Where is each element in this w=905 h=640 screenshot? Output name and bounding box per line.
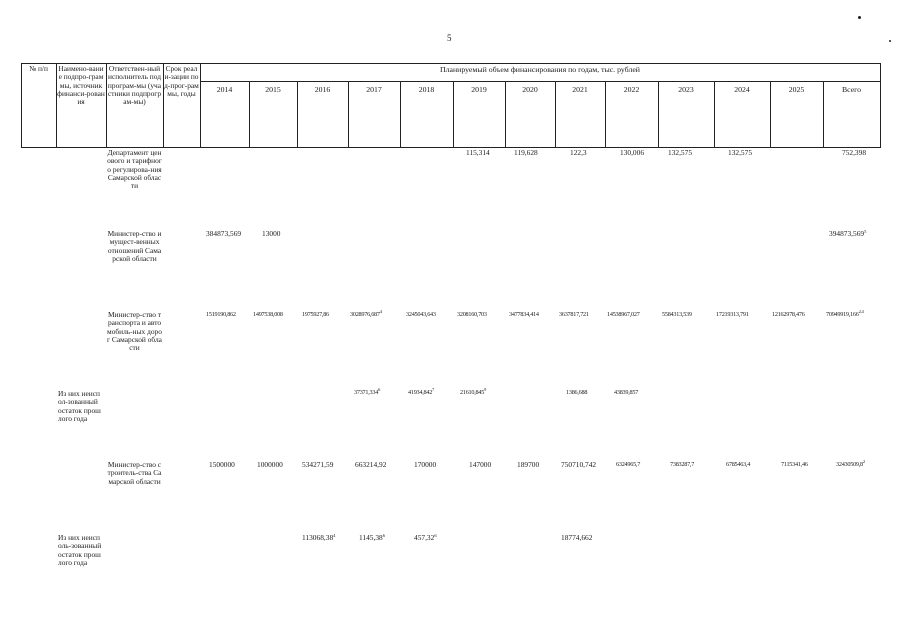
year-header-2014: 2014 — [216, 85, 233, 94]
grid-line — [200, 63, 201, 147]
year-header-2018: 2018 — [418, 85, 435, 94]
grid-line — [21, 63, 22, 147]
row3-2023: 5584313,539 — [662, 311, 692, 318]
row5-executor: Министер-ство строитель-ства Самарской области — [107, 460, 162, 486]
year-header-2020: 2020 — [522, 85, 538, 94]
row4-2017: 37371,334$^6$ — [354, 387, 381, 396]
row5-total: 32430509,8$^2$ — [836, 459, 865, 468]
header-col-period: Срок реали-зации под-прог-раммы, годы — [164, 64, 199, 98]
row5-2018: 170000 — [414, 460, 437, 469]
row3-2020: 3477834,414 — [509, 311, 539, 318]
row3-2016: 1975927,86 — [302, 311, 329, 318]
year-header-2024: 2024 — [734, 85, 750, 94]
grid-line — [880, 63, 881, 147]
page-number: 5 — [447, 33, 452, 43]
row1-2020: 119,628 — [514, 148, 538, 157]
row3-2014: 1519190,862 — [206, 311, 236, 318]
row5-2022: 6324965,7 — [616, 461, 641, 468]
row6-2016: 113068,38$^4$ — [302, 533, 336, 542]
row3-2015: 1497538,008 — [253, 311, 283, 318]
scan-speck — [889, 40, 891, 42]
row4-2021: 1386,688 — [566, 389, 588, 396]
row2-2014: 384873,569 — [206, 229, 242, 238]
year-header-2015: 2015 — [265, 85, 281, 94]
row5-2021: 750710,742 — [561, 460, 597, 469]
row5-2017: 663214,92 — [355, 460, 387, 469]
row1-executor: Департамент ценового и тарифного регулирова-ния Самарской области — [107, 148, 162, 191]
row2-total: 394873,569$^5$ — [829, 229, 867, 238]
year-header-2019: 2019 — [471, 85, 487, 94]
row5-2014: 1500000 — [209, 460, 235, 469]
row6-2021: 18774,662 — [561, 533, 593, 542]
scan-speck — [858, 16, 861, 19]
row3-total: 70949919,166$^{2,4}$ — [826, 309, 864, 318]
row3-2018: 3245043,643 — [406, 311, 436, 318]
row4-2019: 21610,845$^9$ — [460, 387, 487, 396]
row3-2017: 3028976,687$^4$ — [350, 309, 382, 318]
header-col-executor: Ответствен-ный исполнитель подпрограм-мы (участники подпрограм-мы) — [107, 64, 162, 107]
row3-2019: 3208160,703 — [457, 311, 487, 318]
row3-2021: 3637817,721 — [559, 311, 589, 318]
row1-2023: 132,575 — [668, 148, 693, 157]
year-header-2016: 2016 — [314, 85, 331, 94]
header-col-num: № п/п — [29, 64, 48, 73]
row4-name: Из них неиспол-зованный остаток прошлого года — [58, 389, 101, 423]
row6-2018: 457,32$^6$ — [414, 533, 437, 542]
row5-2016: 534271,59 — [302, 460, 334, 469]
row6-2017: 1145,38$^6$ — [359, 533, 386, 542]
row1-total: 752,398 — [842, 148, 867, 157]
year-header-2025: 2025 — [788, 85, 805, 94]
year-header-2023: 2023 — [678, 85, 694, 94]
row3-2024: 17219313,791 — [716, 311, 749, 318]
row5-2020: 189700 — [517, 460, 540, 469]
row3-executor: Министер-ство транспорта и автомобиль-ных дорог Самарской области — [107, 310, 162, 353]
row1-2024: 132,575 — [728, 148, 753, 157]
year-header-2017: 2017 — [366, 85, 382, 94]
year-header-total: Всего — [841, 85, 862, 94]
row3-2022: 14538967,027 — [607, 311, 640, 318]
years-row-top-border — [200, 81, 881, 82]
row1-2021: 122,3 — [570, 148, 587, 157]
row4-2018: 41934,842$^7$ — [408, 387, 435, 396]
header-col-funding: Планируемый объем финансирования по годам, тыс. рублей — [440, 65, 640, 74]
header-col-name: Наимено-вание подпро-граммы, источник финанси-рования — [57, 64, 105, 107]
row5-2023: 7383287,7 — [670, 461, 695, 468]
row2-executor: Министер-ство имущест-венных отношений Самарской области — [107, 229, 162, 263]
row1-2019: 115,314 — [466, 148, 490, 157]
row1-2022: 130,006 — [620, 148, 645, 157]
row5-2015: 1000000 — [257, 460, 283, 469]
year-header-2022: 2022 — [623, 85, 640, 94]
row5-2024: 6785463,4 — [726, 461, 751, 468]
row3-2025: 12162978,476 — [772, 311, 805, 318]
row6-name: Из них неисполь-зованный остаток прошлого года — [58, 533, 102, 567]
row5-2025: 7115341,46 — [781, 461, 808, 468]
year-header-2021: 2021 — [572, 85, 588, 94]
row2-2015: 13000 — [262, 229, 281, 238]
row4-2022: 43839,857 — [614, 389, 639, 396]
row5-2019: 147000 — [469, 460, 492, 469]
